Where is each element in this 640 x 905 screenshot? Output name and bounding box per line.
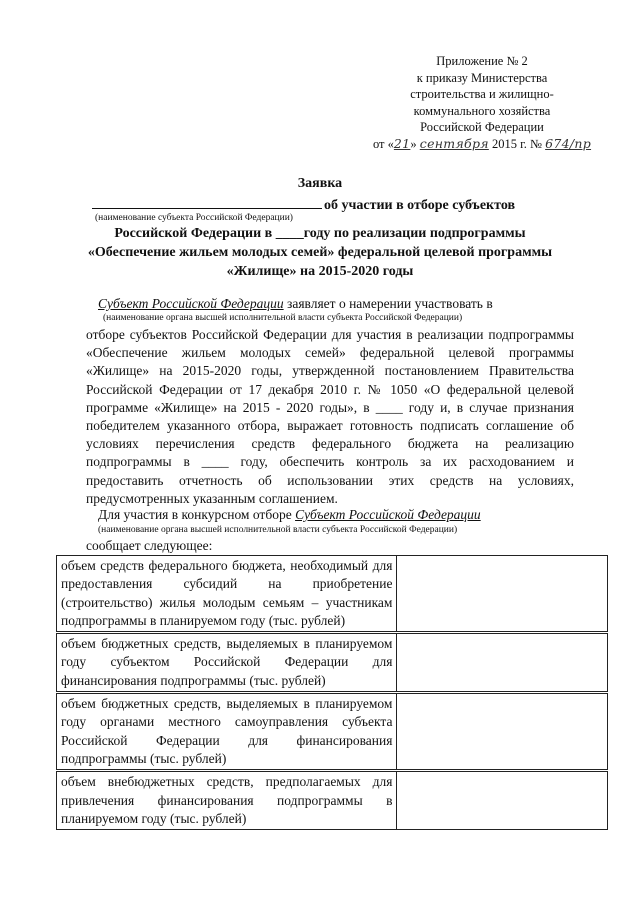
order-date-line: от «21» сентября 2015 г. № 674/пр: [372, 135, 592, 151]
intro-rest: заявляет о намерении участвовать в: [283, 296, 493, 311]
appendix-line: коммунального хозяйства: [413, 103, 551, 118]
reports-line: сообщает следующее:: [86, 538, 213, 553]
table-row-label: объем внебюджетных средств, предполагаемых для привлечения финансирования подпрограммы в планируемом году (тыс. рублей): [57, 771, 397, 830]
document-title: Заявка: [297, 176, 343, 191]
handwritten-order-number: 674/пр: [545, 135, 592, 151]
table-row-label: объем средств федерального бюджета, необходимый для предоставления субсидий на приобретение (строительство) жилья молодым семьям – участникам подпрограммы в планируемом году (тыс. рублей): [57, 556, 397, 633]
table-row-value: [397, 693, 608, 771]
subject-caption: (наименование субъекта Российской Федерации): [95, 213, 293, 223]
participation-subject: Субъект Российской Федерации: [295, 507, 481, 522]
handwritten-month: сентября: [419, 135, 489, 151]
table-row: [57, 693, 608, 771]
appendix-line: Приложение № 2: [436, 54, 528, 68]
year-number-label: 2015 г. №: [491, 136, 542, 151]
intro-line: [98, 296, 493, 312]
table-row-label: объем бюджетных средств, выделяемых в планируемом году органами местного самоуправления субъекта Российской Федерации для финансирования подпрограммы (тыс. рублей): [57, 693, 397, 771]
funding-table: [56, 555, 608, 830]
heading-line-4: «Жилище» на 2015-2020 годы: [226, 264, 414, 279]
intro-subject: Субъект Российской Федерации: [98, 296, 284, 311]
subject-line: [92, 195, 515, 214]
appendix-block: [372, 53, 592, 152]
table-row-value: [397, 556, 608, 633]
table-row: [57, 556, 608, 633]
heading-line-2: Российской Федерации в ____году по реализации подпрограммы: [114, 226, 526, 241]
heading-line-3: «Обеспечение жильем молодых семей» федеральной целевой программы: [87, 245, 553, 260]
table-row-value: [397, 771, 608, 830]
appendix-line: строительства и жилищно-: [410, 87, 554, 101]
participation-prefix: Для участия в конкурсном отборе: [98, 507, 296, 522]
participation-line: [98, 507, 481, 523]
handwritten-day: 21: [393, 135, 411, 151]
table-row-value: [397, 633, 608, 693]
table-row-label: объем бюджетных средств, выделяемых в планируемом году субъектом Российской Федерации для финансирования подпрограммы (тыс. рублей): [57, 633, 397, 693]
authority-caption: (наименование органа высшей исполнительной власти субъекта Российской Федерации): [103, 313, 463, 323]
appendix-line: Российской Федерации: [420, 120, 544, 134]
authority-caption-2: (наименование органа высшей исполнительной власти субъекта Российской Федерации): [98, 525, 458, 535]
subject-line-text: об участии в отборе субъектов: [324, 198, 516, 213]
table-row: [57, 633, 608, 693]
main-paragraph: отборе субъектов Российской Федерации для участия в реализации подпрограммы «Обеспечение жильем молодых семей» федеральной целевой программы «Жилище» на 2015-2020 годы, утвержденной постановлением Правительства Российской Федерации от 17 декабря 2010 г. № 1050 «О федеральной целевой программе «Жилище» на 2015 - 2020 годы», в ____ году и, в случае признания победителем указанного отбора, выражает готовность подписать соглашение об условиях перечисления средств федерального бюджета на реализацию подпрограммы в ____ году, обеспечить контроль за их расходованием и предоставить отчетность об использовании этих средств на условиях, предусмотренных указанным соглашением.: [86, 327, 574, 506]
date-prefix: от «: [372, 136, 394, 151]
subject-blank: [92, 195, 322, 209]
table-row: [57, 771, 608, 830]
appendix-line: к приказу Министерства: [416, 70, 548, 85]
